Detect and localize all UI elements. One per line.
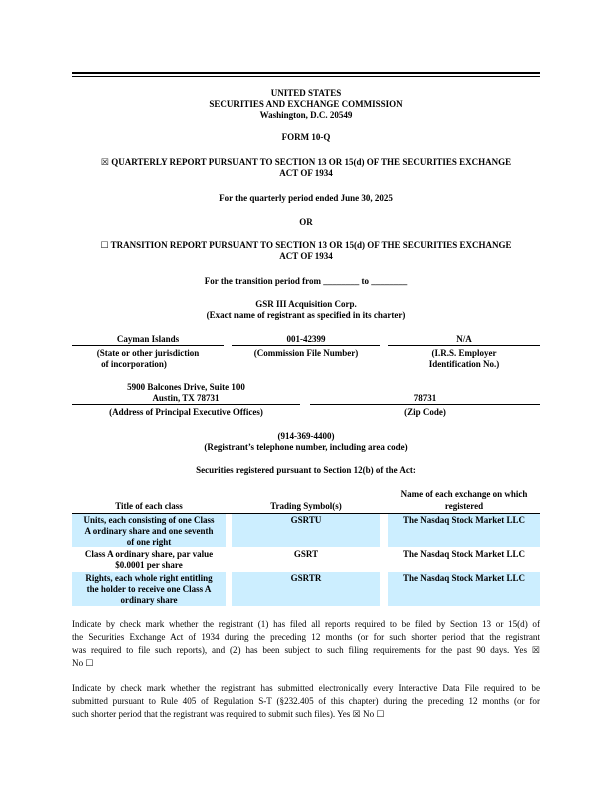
header-country: UNITED STATES — [270, 88, 342, 98]
paragraph-line: submitted pursuant to Rule 405 of Regulation S-T (§232.405 of this chapter) during the preceding 12 months (or for — [72, 696, 540, 706]
row-title-line: Units, each consisting of one Class — [83, 515, 215, 525]
jurisdiction-underline — [72, 345, 224, 346]
address-underline — [72, 404, 300, 405]
file-number-caption: (Commission File Number) — [253, 348, 359, 358]
col-header-symbol: Trading Symbol(s) — [270, 501, 342, 511]
row-title-line: Class A ordinary share, par value — [84, 549, 214, 559]
header-city: Washington, D.C. 20549 — [259, 110, 353, 120]
top-rule-thick — [72, 72, 540, 74]
phone-value: (914-369-4400) — [277, 431, 335, 441]
irs-caption-2: Identification No.) — [428, 359, 500, 369]
row-title-line: the holder to receive one Class A — [86, 584, 212, 594]
form-title: FORM 10-Q — [281, 132, 331, 142]
transition-report-text: TRANSITION REPORT PURSUANT TO SECTION 13 OR 15(d) OF THE SECURITIES EXCHANGE — [110, 240, 512, 250]
jurisdiction-value: Cayman Islands — [116, 334, 180, 344]
paragraph-line: Indicate by check mark whether the registrant has submitted electronically every Interactive Data File required to be — [72, 683, 540, 693]
header-agency: SECURITIES AND EXCHANGE COMMISSION — [209, 99, 403, 109]
row-title-line: Rights, each whole right entitling — [85, 573, 213, 583]
phone-caption: (Registrant’s telephone number, including area code) — [204, 442, 408, 452]
col-header-title: Title of each class — [115, 501, 183, 511]
paragraph-line: No ☐ — [72, 658, 94, 668]
row-symbol: GSRTU — [290, 515, 322, 525]
file-number-value: 001-42399 — [286, 334, 326, 344]
quarterly-report-line1 — [72, 157, 540, 168]
transition-report-line1 — [72, 240, 540, 251]
col-header-exchange-2: registered — [444, 501, 484, 511]
row-exchange: The Nasdaq Stock Market LLC — [402, 573, 525, 583]
irs-number-underline — [388, 345, 540, 346]
quarterly-report-line2: ACT OF 1934 — [279, 168, 333, 178]
filing-requirements-paragraph — [72, 618, 540, 670]
row-symbol: GSRT — [293, 549, 319, 559]
irs-number-value: N/A — [456, 334, 472, 344]
row-exchange: The Nasdaq Stock Market LLC — [402, 549, 525, 559]
row-title-line: A ordinary share and one seventh — [84, 526, 214, 536]
registrant-name: GSR III Acquisition Corp. — [255, 299, 357, 309]
paragraph-line: such shorter period that the registrant was required to submit such files). Yes ☒ No ☐ — [72, 709, 385, 719]
registrant-name-caption: (Exact name of registrant as specified in its charter) — [206, 310, 406, 320]
interactive-data-paragraph — [72, 682, 540, 721]
irs-caption-1: (I.R.S. Employer — [431, 348, 497, 358]
transition-period: For the transition period from ________ to ________ — [204, 276, 408, 286]
row-title-line: $0.0001 per share — [115, 560, 183, 570]
address-line-1: 5900 Balcones Drive, Suite 100 — [127, 382, 245, 392]
jurisdiction-caption-1: (State or other jurisdiction — [96, 348, 200, 358]
paragraph-line: the Securities Exchange Act of 1934 during the preceding 12 months (or for such shorter period that the registrant — [72, 632, 540, 642]
securities-heading: Securities registered pursuant to Section 12(b) of the Act: — [196, 465, 416, 475]
row-title-line: of one right — [126, 537, 172, 547]
paragraph-line: Indicate by check mark whether the registrant (1) has filed all reports required to be filed by Section 13 or 15(d) of — [72, 619, 540, 629]
address-line-2: Austin, TX 78731 — [152, 393, 220, 403]
file-number-underline — [232, 345, 380, 346]
top-rule-thin — [72, 76, 540, 77]
row-exchange: The Nasdaq Stock Market LLC — [402, 515, 525, 525]
address-caption: (Address of Principal Executive Offices) — [109, 407, 263, 417]
transition-checkbox[interactable]: ☐ — [100, 240, 109, 250]
transition-report-line2: ACT OF 1934 — [279, 251, 333, 261]
row-symbol: GSRTR — [290, 573, 322, 583]
quarterly-report-text: QUARTERLY REPORT PURSUANT TO SECTION 13 OR 15(d) OF THE SECURITIES EXCHANGE — [111, 157, 512, 167]
jurisdiction-caption-2: of incorporation) — [101, 359, 167, 369]
quarterly-period: For the quarterly period ended June 30, 2025 — [219, 193, 393, 203]
paragraph-line: was required to file such reports), and (2) has been subject to such filing requirements for the past 90 days. Yes ☒ — [72, 645, 540, 655]
or-label: OR — [299, 217, 313, 227]
col-header-exchange-1: Name of each exchange on which — [400, 489, 528, 499]
zip-caption: (Zip Code) — [404, 407, 446, 417]
zip-value: 78731 — [413, 393, 437, 403]
row-title-line: ordinary share — [120, 595, 178, 605]
zip-underline — [310, 404, 540, 405]
quarterly-checkbox[interactable]: ☒ — [100, 157, 109, 167]
